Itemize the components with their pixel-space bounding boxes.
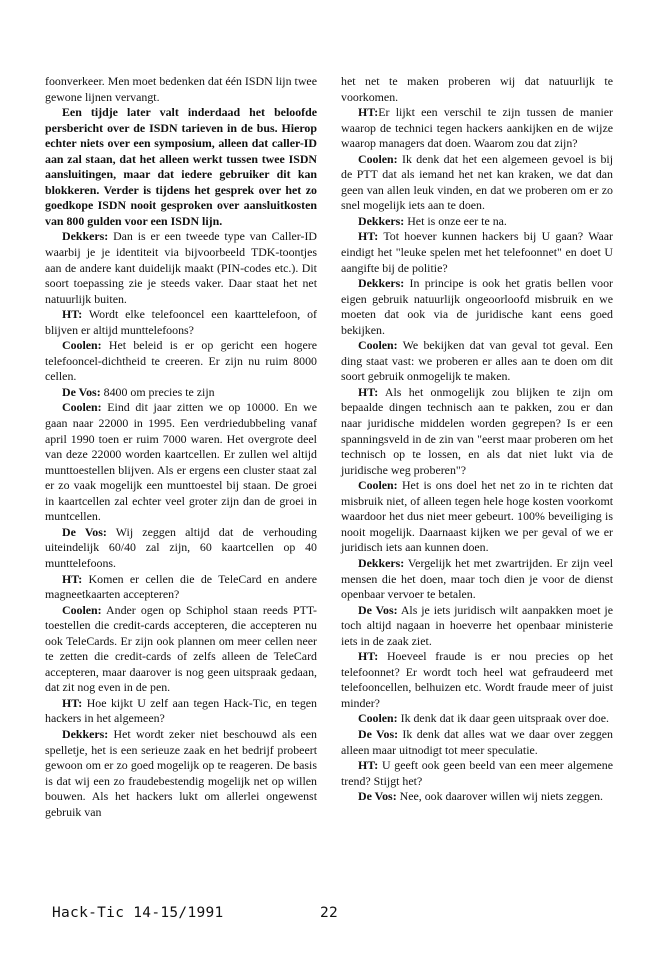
paragraph-text: Als je iets juridisch wilt aanpakken moet je toch altijd nagaan in hoeverre het openbaar ministerie iets in de zaak ziet. [341,602,613,648]
paragraph-text: In principe is ook het gratis bellen voor eigen gebruik natuurlijk ongeoorloofd misbruik en we moeten dat ook via de juridische kant eens goed bekijken. [341,276,613,337]
paragraph-text: Er lijkt een verschil te zijn tussen de manier waarop de technici tegen hackers aankijken en de wijze waarop managers dat doen. Waarom zou dat zijn? [341,105,613,151]
paragraph-text: Het beleid is er op gericht een hogere telefooncel-dichtheid te creeren. Er zijn nu ruim 8000 cellen. [45,338,317,384]
paragraph [341,789,613,805]
paragraph-text: Ander ogen op Schiphol staan reeds PTT-toestellen die credit-cards accepteren, die accepteren nu ook TeleCards. Er zijn ook plannen om meer cellen neer te zetten die credit-cards of zelfs alleen de TeleCard accepteren, maar daarover is nog geen uitspraak gedaan, dat zit nog even in de pen. [45,602,317,695]
speaker-name: HT: [358,758,379,773]
speaker-name: Dekkers: [62,726,109,741]
paragraph [45,400,317,524]
paragraph [45,229,317,307]
speaker-name: HT: [62,571,83,586]
paragraph-text: Komen er cellen die de TeleCard en andere magneetkaarten accepteren? [45,571,317,602]
left-text-column [45,74,317,820]
page-number: 22 [320,905,339,921]
paragraph [45,74,317,105]
speaker-name: De Vos: [358,602,398,617]
paragraph [45,525,317,572]
paragraph [341,276,613,338]
speaker-name: HT: [358,649,379,664]
paragraph [341,727,613,758]
paragraph-text: het net te maken proberen wij dat natuurlijk te voorkomen. [341,74,613,104]
paragraph [45,696,317,727]
speaker-name: HT: [358,105,379,120]
paragraph-text: Het is ons doel het net zo in te richten dat misbruik niet, of alleen tegen hele hoge kosten voorkomt waardoor het dus niet meer gebeurt. 100% beveiliging is nooit mogelijk. Daarnaast kijken we per geval of we er juridisch iets aan kunnen doen. [341,478,613,555]
paragraph-text: U geeft ook geen beeld van een meer algemene trend? Stijgt het? [341,758,613,788]
paragraph-text: Dan is er een tweede type van Caller-ID waarbij je je identiteit via bijvoorbeeld TDK-toontjes aan de andere kant duidelijk maakt (PIN-codes etc.). Dit soort toepassing zie je steeds vaker. Daar staat het net natuurlijk buiten. [45,229,317,306]
paragraph-text: Ik denk dat het een algemeen gevoel is bij de PTT dat als iemand het net kan kraken, we dat dan geen van allen leuk vinden, en dat we proberen om er zo snel mogelijk iets aan te doen. [341,151,613,213]
paragraph [45,105,317,229]
speaker-name: De Vos: [358,726,399,741]
speaker-name: Dekkers: [358,213,405,228]
paragraph [341,603,613,650]
paragraph-text: Wij zeggen altijd dat de verhouding uiteindelijk 60/40 zal zijn, 60 kaartcellen op 40 munttelefoons. [45,524,317,570]
paragraph [341,214,613,230]
paragraph-text: Een tijdje later valt inderdaad het beloofde persbericht over de ISDN tarieven in de bus. Hierop echter niets over een symposium, alleen dat caller-ID aan zal staan, dat het alleen werkt tussen twee ISDN aansluitingen, maar dat iedere gebruiker dit kan blokkeren. Verder is tijdens het gesprek over het zo goedkope ISDN nooit gesproken over aansluitkosten van 800 gulden voor een ISDN lijn. [45,105,317,228]
paragraph [341,338,613,385]
footer-publication-title: Hack-Tic 14-15/1991 [52,905,224,921]
speaker-name: Coolen: [62,602,102,617]
paragraph [341,758,613,789]
paragraph-text: Als het onmogelijk zou blijken te zijn om bepaalde dingen technisch aan te pakken, zou er dan naar juridische middelen worden gegrepen? Is er een spanningsveld in de zin van "eerst maar proberen om het technisch op te lossen, en als dat niet lukt via de juridische weg proberen"? [341,384,613,477]
paragraph [45,727,317,820]
speaker-name: De Vos: [358,789,397,804]
paragraph [341,105,613,152]
paragraph-text: Eind dit jaar zitten we op 10000. En we gaan naar 22000 in 1995. Een verdriedubbeling vanaf april 1990 toen er ruim 7000 waren. Het overgrote deel van deze 22000 worden kaartcellen. Er zullen wel altijd munttoestellen blijven. Als er ergens een cluster staat zal er zo vaak mogelijk een munttoestel bij staan. De groei in kaartcellen zal echter veel groter zijn dan de groei in muntcellen. [45,400,317,524]
paragraph [45,572,317,603]
speaker-name: HT: [62,695,83,710]
paragraph [341,385,613,478]
paragraph [341,152,613,214]
speaker-name: HT: [358,229,379,244]
speaker-name: HT: [62,307,83,322]
speaker-name: Dekkers: [62,229,109,244]
paragraph [341,711,613,727]
paragraph [45,338,317,385]
paragraph [45,385,317,401]
speaker-name: Coolen: [358,711,398,726]
paragraph [45,603,317,696]
paragraph-text: Het is onze eer te na. [404,213,507,228]
paragraph [341,556,613,603]
speaker-name: Coolen: [358,151,398,166]
paragraph [341,649,613,711]
paragraph-text: Vergelijk het met zwartrijden. Er zijn veel mensen die het doen, maar toch dien je voor de dienst openbaar vervoer te betalen. [341,555,613,602]
right-text-column [341,74,613,805]
paragraph-text: Nee, ook daarover willen wij niets zeggen. [396,789,604,804]
paragraph-text: 8400 om precies te zijn [100,384,215,399]
paragraph-text: Tot hoever kunnen hackers bij U gaan? Waar eindigt het "leuke spelen met het telefoonnet" en doet U aangifte bij de politie? [341,229,613,275]
paragraph-text: Wordt elke telefooncel een kaarttelefoon, of blijven er altijd munttelefoons? [45,307,317,337]
speaker-name: Coolen: [62,338,102,353]
paragraph-text: Ik denk dat ik daar geen uitspraak over doe. [397,711,609,726]
paragraph-text: Ik denk dat alles wat we daar over zeggen alleen maar uitnodigt tot meer speculatie. [341,726,613,757]
paragraph-text: Hoeveel fraude is er nou precies op het telefoonnet? Er wordt toch heel wat gefraudeerd met telefooncellen, belhuizen etc. Wordt fraude meer of juist minder? [341,649,613,710]
paragraph [341,229,613,276]
speaker-name: Dekkers: [358,276,405,291]
speaker-name: Dekkers: [358,555,405,570]
speaker-name: De Vos: [62,384,101,399]
paragraph [341,478,613,556]
paragraph [341,74,613,105]
speaker-name: HT: [358,384,379,399]
speaker-name: Coolen: [358,338,398,353]
speaker-name: Coolen: [358,478,398,493]
paragraph-text: Het wordt zeker niet beschouwd als een spelletje, het is een serieuze zaak en het bedrijf probeert gewoon om er zo goed mogelijk op te reageren. De basis is dat wij een zo fraudebestendig mogelijk net op willen bouwen. Als het hackers lukt om allerlei ongewenst gebruik van [45,726,317,819]
speaker-name: De Vos: [62,524,107,539]
speaker-name: Coolen: [62,400,102,415]
paragraph-text: foonverkeer. Men moet bedenken dat één ISDN lijn twee gewone lijnen vervangt. [45,74,317,104]
paragraph [45,307,317,338]
paragraph-text: We bekijken dat van geval tot geval. Een ding staat vast: we proberen er alles aan te doen om dit soort gebruik onmogelijk te maken. [341,338,613,384]
paragraph-text: Hoe kijkt U zelf aan tegen Hack-Tic, en tegen hackers in het algemeen? [45,695,317,726]
